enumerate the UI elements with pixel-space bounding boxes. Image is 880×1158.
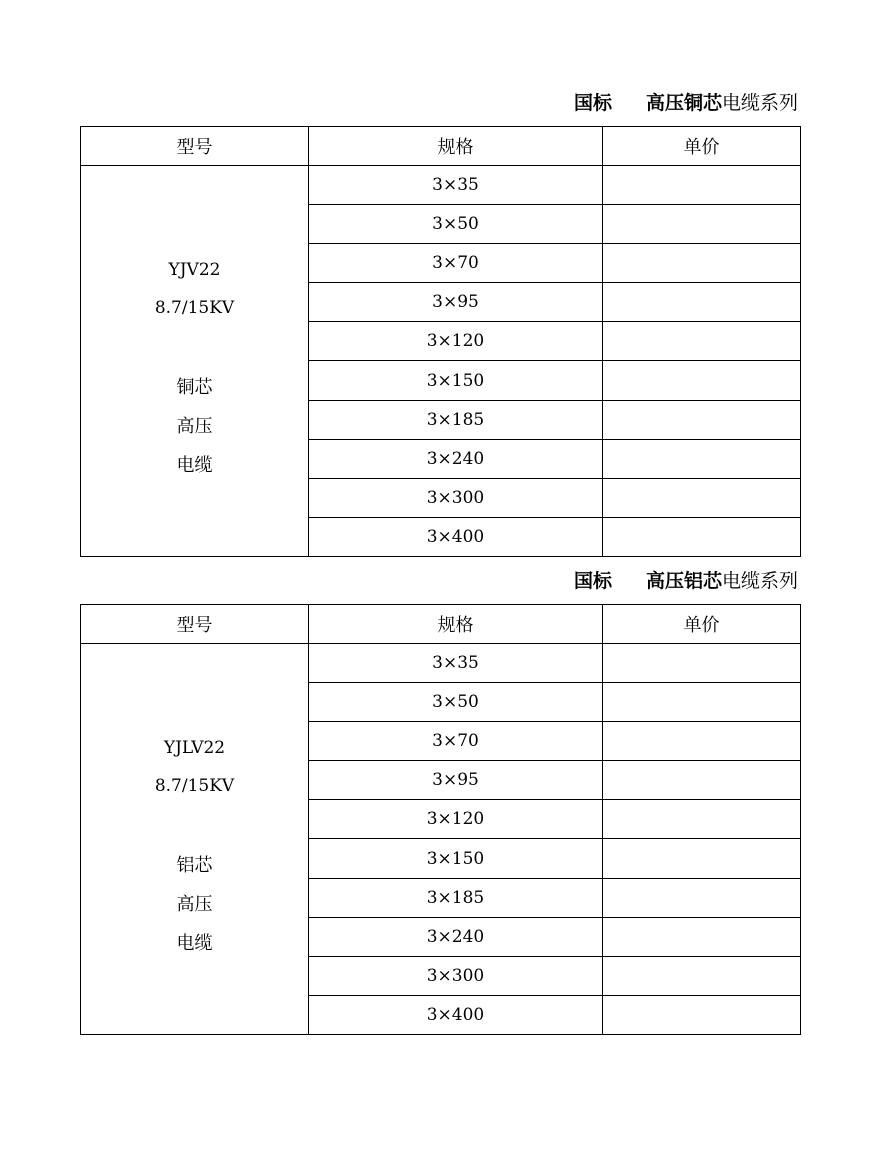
price-cell <box>603 322 801 361</box>
model-cell <box>81 166 309 557</box>
spec-cell: 3×240 <box>309 917 603 956</box>
title-rest: 电缆系列 <box>721 570 798 592</box>
spec-cell: 3×70 <box>309 722 603 761</box>
spec-cell: 3×35 <box>309 644 603 683</box>
spec-cell: 3×400 <box>309 995 603 1034</box>
model-code: YJV22 <box>168 260 221 280</box>
section-title-copper <box>80 91 798 115</box>
price-cell <box>603 839 801 878</box>
price-cell <box>603 761 801 800</box>
title-bold-part: 高压铝芯 <box>645 570 722 592</box>
spec-cell: 3×150 <box>309 361 603 400</box>
standard-label: 国标 <box>573 570 612 592</box>
model-desc-voltage: 高压 <box>176 416 213 437</box>
spec-cell: 3×50 <box>309 205 603 244</box>
price-cell <box>603 439 801 478</box>
copper-cable-table <box>80 126 801 557</box>
price-cell <box>603 722 801 761</box>
table-header-row <box>81 605 801 644</box>
title-rest: 电缆系列 <box>721 92 798 114</box>
price-cell <box>603 244 801 283</box>
spec-cell: 3×300 <box>309 478 603 517</box>
spec-cell: 3×240 <box>309 439 603 478</box>
price-cell <box>603 400 801 439</box>
price-cell <box>603 517 801 556</box>
price-cell <box>603 956 801 995</box>
price-cell <box>603 800 801 839</box>
price-cell <box>603 361 801 400</box>
price-cell <box>603 995 801 1034</box>
spec-cell: 3×120 <box>309 800 603 839</box>
price-cell <box>603 683 801 722</box>
header-spec: 规格 <box>309 605 603 644</box>
header-model: 型号 <box>81 605 309 644</box>
spec-cell: 3×70 <box>309 244 603 283</box>
model-cell <box>81 644 309 1035</box>
model-voltage: 8.7/15KV <box>154 298 235 318</box>
header-spec: 规格 <box>309 127 603 166</box>
price-cell <box>603 205 801 244</box>
model-desc-cable: 电缆 <box>176 933 213 954</box>
section-title-aluminum <box>80 569 798 593</box>
model-desc-voltage: 高压 <box>176 894 213 915</box>
title-bold-part: 高压铜芯 <box>645 92 722 114</box>
spec-cell: 3×185 <box>309 878 603 917</box>
price-cell <box>603 283 801 322</box>
table-row <box>81 166 801 205</box>
price-cell <box>603 166 801 205</box>
price-cell <box>603 478 801 517</box>
spec-cell: 3×300 <box>309 956 603 995</box>
spec-cell: 3×35 <box>309 166 603 205</box>
table-row <box>81 644 801 683</box>
model-code: YJLV22 <box>163 738 226 758</box>
spec-cell: 3×150 <box>309 839 603 878</box>
table-header-row <box>81 127 801 166</box>
price-cell <box>603 917 801 956</box>
model-desc-core: 铝芯 <box>176 855 213 876</box>
spec-cell: 3×95 <box>309 761 603 800</box>
header-price: 单价 <box>603 127 801 166</box>
price-cell <box>603 644 801 683</box>
spec-cell: 3×400 <box>309 517 603 556</box>
spec-cell: 3×120 <box>309 322 603 361</box>
header-price: 单价 <box>603 605 801 644</box>
header-model: 型号 <box>81 127 309 166</box>
spec-cell: 3×95 <box>309 283 603 322</box>
price-cell <box>603 878 801 917</box>
standard-label: 国标 <box>573 92 612 114</box>
spec-cell: 3×185 <box>309 400 603 439</box>
model-voltage: 8.7/15KV <box>154 776 235 796</box>
spec-cell: 3×50 <box>309 683 603 722</box>
model-desc-cable: 电缆 <box>176 455 213 476</box>
model-desc-core: 铜芯 <box>176 377 213 398</box>
aluminum-cable-table <box>80 604 801 1035</box>
